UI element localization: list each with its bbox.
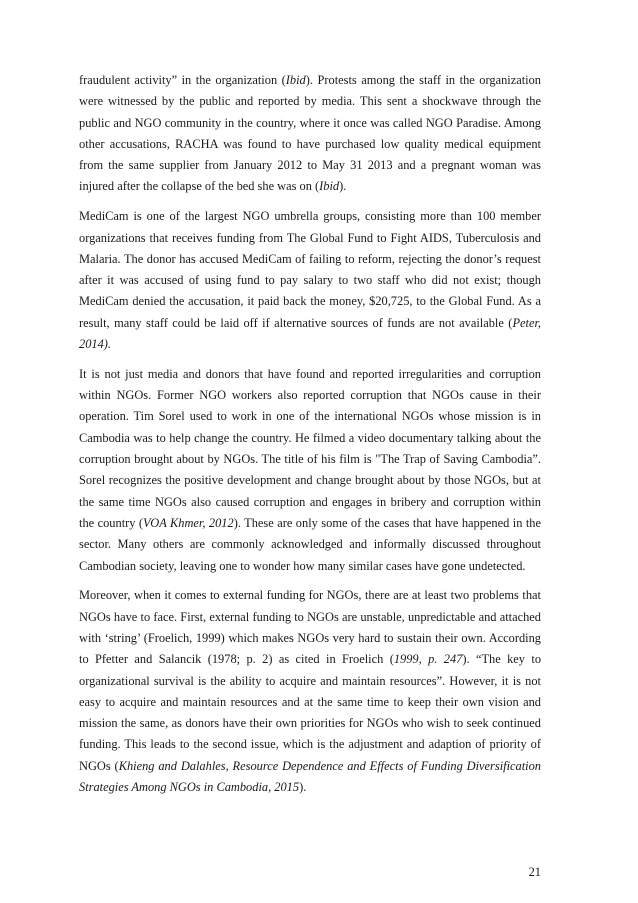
citation-text: Ibid [285, 73, 306, 87]
citation-text: VOA Khmer, 2012 [143, 515, 234, 530]
paragraph-text: ). Protests among the staff in the organization were witnessed by the public and reported by media. This sent a shockwave through the public and NGO community in the country, where it once was called NGO Paradise. Among other accusations, RACHA was found to have purchased low quality medical equipment from the same supplier from January 2012 to May 31 2013 and a pregnant woman was injured after the collapse of the bed she was on ( [79, 73, 541, 194]
paragraph-text: MediCam is one of the largest NGO umbrella groups, consisting more than 100 member organizations that receives funding from The Global Fund to Fight AIDS, Tuberculosis and Malaria. The donor has accused MediCam of failing to reform, rejecting the donor’s request after it was accused of using fund to pay salary to two staff who did not exist; though MediCam denied the accusation, it paid back the money, $20,725, to the Global Fund. As a result, many staff could be laid off if alternative sources of funds are not available ( [79, 209, 541, 330]
page-number: 21 [528, 865, 541, 879]
paragraph-text: ). [339, 179, 347, 194]
document-body [79, 70, 541, 807]
paragraph-text: It is not just media and donors that have found and reported irregularities and corruption within NGOs. Former NGO workers also reported corruption that NGOs cause in their operation. Tim Sorel used to work in one of the international NGOs whose mission is in Cambodia was to help change the country. He filmed a video documentary talking about the corruption brought about by NGOs. The title of his film is "The Trap of Saving Cambodia”. Sorel recognizes the positive development and change brought about by those NGOs, but at the same time NGOs also caused corruption and engages in bribery and corruption within the country ( [79, 366, 541, 530]
paragraph-text: Moreover, when it comes to external funding for NGOs, there are at least two problems that NGOs have to face. First, external funding to NGOs are unstable, unpredictable and attached with ‘string’ (Froelich, 1999) which makes NGOs very hard to sustain their own. According to Pfetter and Salancik (1978; p. 2) as cited in Froelich ( [79, 588, 541, 667]
paragraph [79, 206, 541, 355]
paragraph-text: ). These are only some of the cases that have happened in the sector. Many others are commonly acknowledged and informally discussed throughout Cambodian society, leaving one to wonder how many similar cases have gone undetected. [79, 515, 541, 573]
paragraph-text: ). “The key to organizational survival is the ability to acquire and maintain resources”. However, it is not easy to acquire and maintain resources and at the same time to keep their own vision and mission the same, as donors have their own priorities for NGOs who wish to seek continued funding. This leads to the second issue, which is the adjustment and adaption of priority of NGOs ( [79, 652, 542, 773]
paragraph-text: fraudulent activity” in the organization ( [79, 73, 286, 87]
paragraph-text: ). [299, 780, 307, 794]
paragraph [79, 585, 541, 798]
citation-text: Peter, 2014). [79, 315, 541, 352]
citation-text: 1999, p. 247 [393, 652, 463, 667]
citation-text: Khieng and Dalahles, Resource Dependence and Effects of Funding Diversification Strategies Among NGOs in Cambodia, 2015 [79, 758, 542, 794]
paragraph [79, 364, 541, 577]
paragraph [79, 70, 541, 198]
citation-text: Ibid [319, 179, 340, 194]
